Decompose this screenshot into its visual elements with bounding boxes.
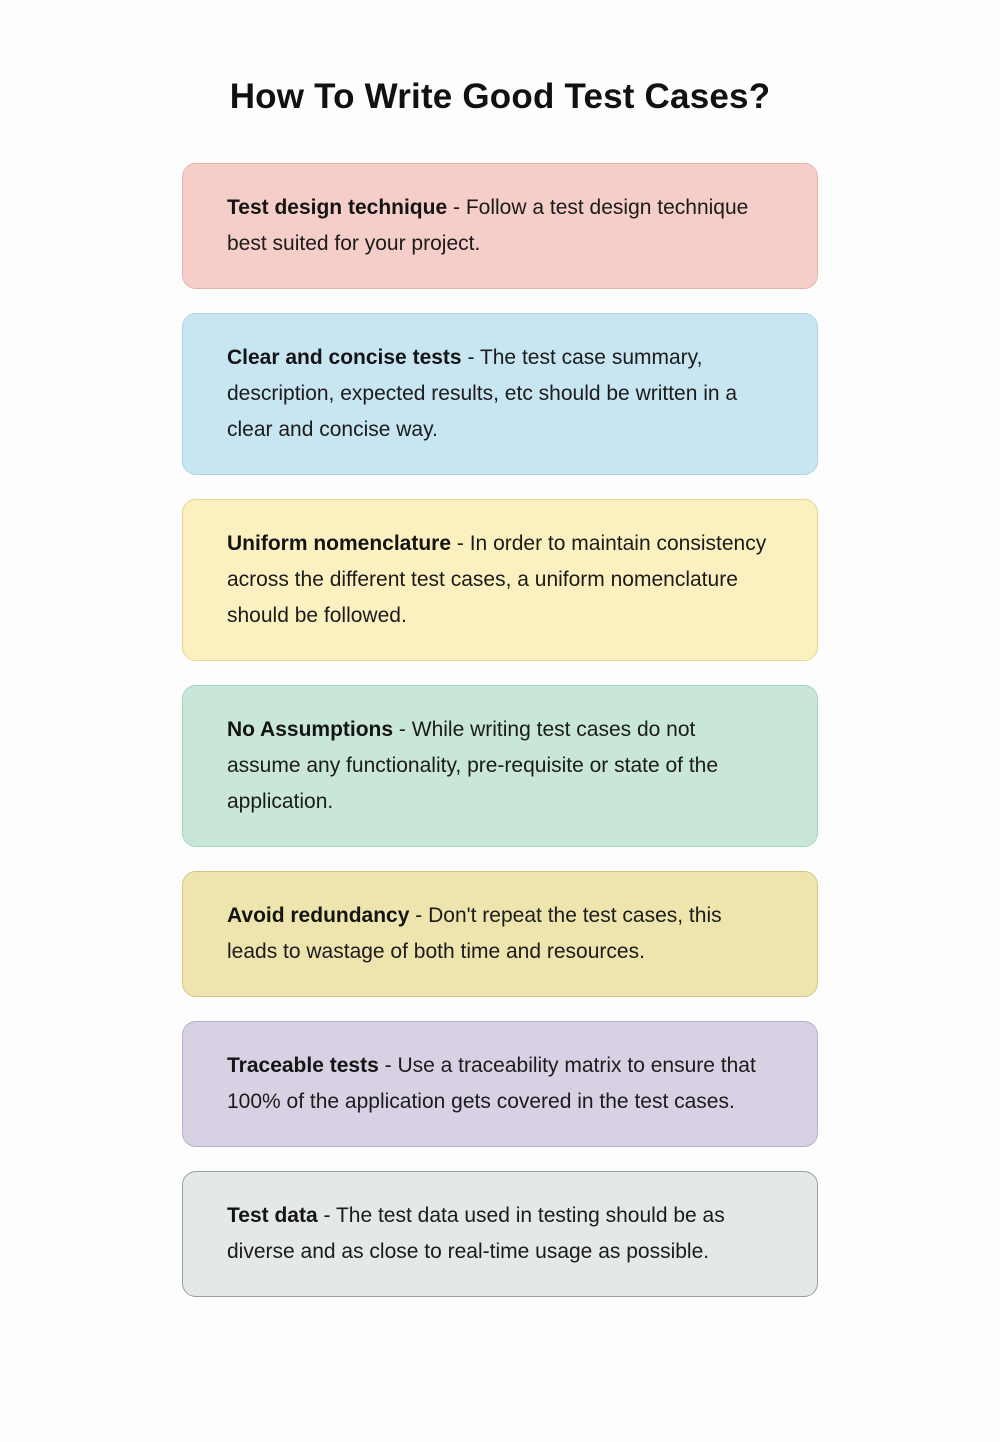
card-test-design-technique xyxy=(182,163,818,289)
page-title: How To Write Good Test Cases? xyxy=(229,77,771,116)
card-text xyxy=(227,1198,773,1270)
card-text xyxy=(227,712,773,820)
card-body: Follow a test design technique best suited for your project. xyxy=(227,196,749,255)
card-separator: - xyxy=(398,718,406,741)
card-test-data xyxy=(182,1171,818,1297)
card-heading: Test data xyxy=(227,1204,318,1227)
card-no-assumptions xyxy=(182,685,818,847)
card-body: While writing test cases do not assume any functionality, pre-requisite or state of the application. xyxy=(227,718,719,813)
card-uniform-nomenclature xyxy=(182,499,818,661)
card-heading: Clear and concise tests xyxy=(227,346,462,369)
card-avoid-redundancy xyxy=(182,871,818,997)
card-separator: - xyxy=(453,196,460,219)
card-traceable-tests xyxy=(182,1021,818,1147)
card-separator: - xyxy=(415,904,423,927)
card-heading: Avoid redundancy xyxy=(227,904,410,927)
card-text xyxy=(227,340,773,448)
card-separator: - xyxy=(467,346,475,369)
card-text xyxy=(227,190,773,262)
card-separator: - xyxy=(456,532,464,555)
card-heading: Uniform nomenclature xyxy=(227,532,452,555)
card-text xyxy=(227,1048,773,1120)
card-text xyxy=(227,526,773,634)
card-heading: Traceable tests xyxy=(227,1054,379,1077)
card-separator: - xyxy=(323,1204,331,1227)
card-text xyxy=(227,898,773,970)
card-list xyxy=(182,163,818,1297)
card-body: The test case summary, description, expected results, etc should be written in a clear and concise way. xyxy=(227,346,738,441)
card-body: Don't repeat the test cases, this leads to wastage of both time and resources. xyxy=(227,904,722,963)
card-separator: - xyxy=(384,1054,392,1077)
card-body: The test data used in testing should be as diverse and as close to real-time usage as possible. xyxy=(227,1204,725,1263)
card-heading: Test design technique xyxy=(227,196,448,219)
card-body: Use a traceability matrix to ensure that 100% of the application gets covered in the test cases. xyxy=(227,1054,756,1113)
card-heading: No Assumptions xyxy=(227,718,394,741)
card-body: In order to maintain consistency across the different test cases, a uniform nomenclature should be followed. xyxy=(227,532,767,627)
card-clear-and-concise-tests xyxy=(182,313,818,475)
